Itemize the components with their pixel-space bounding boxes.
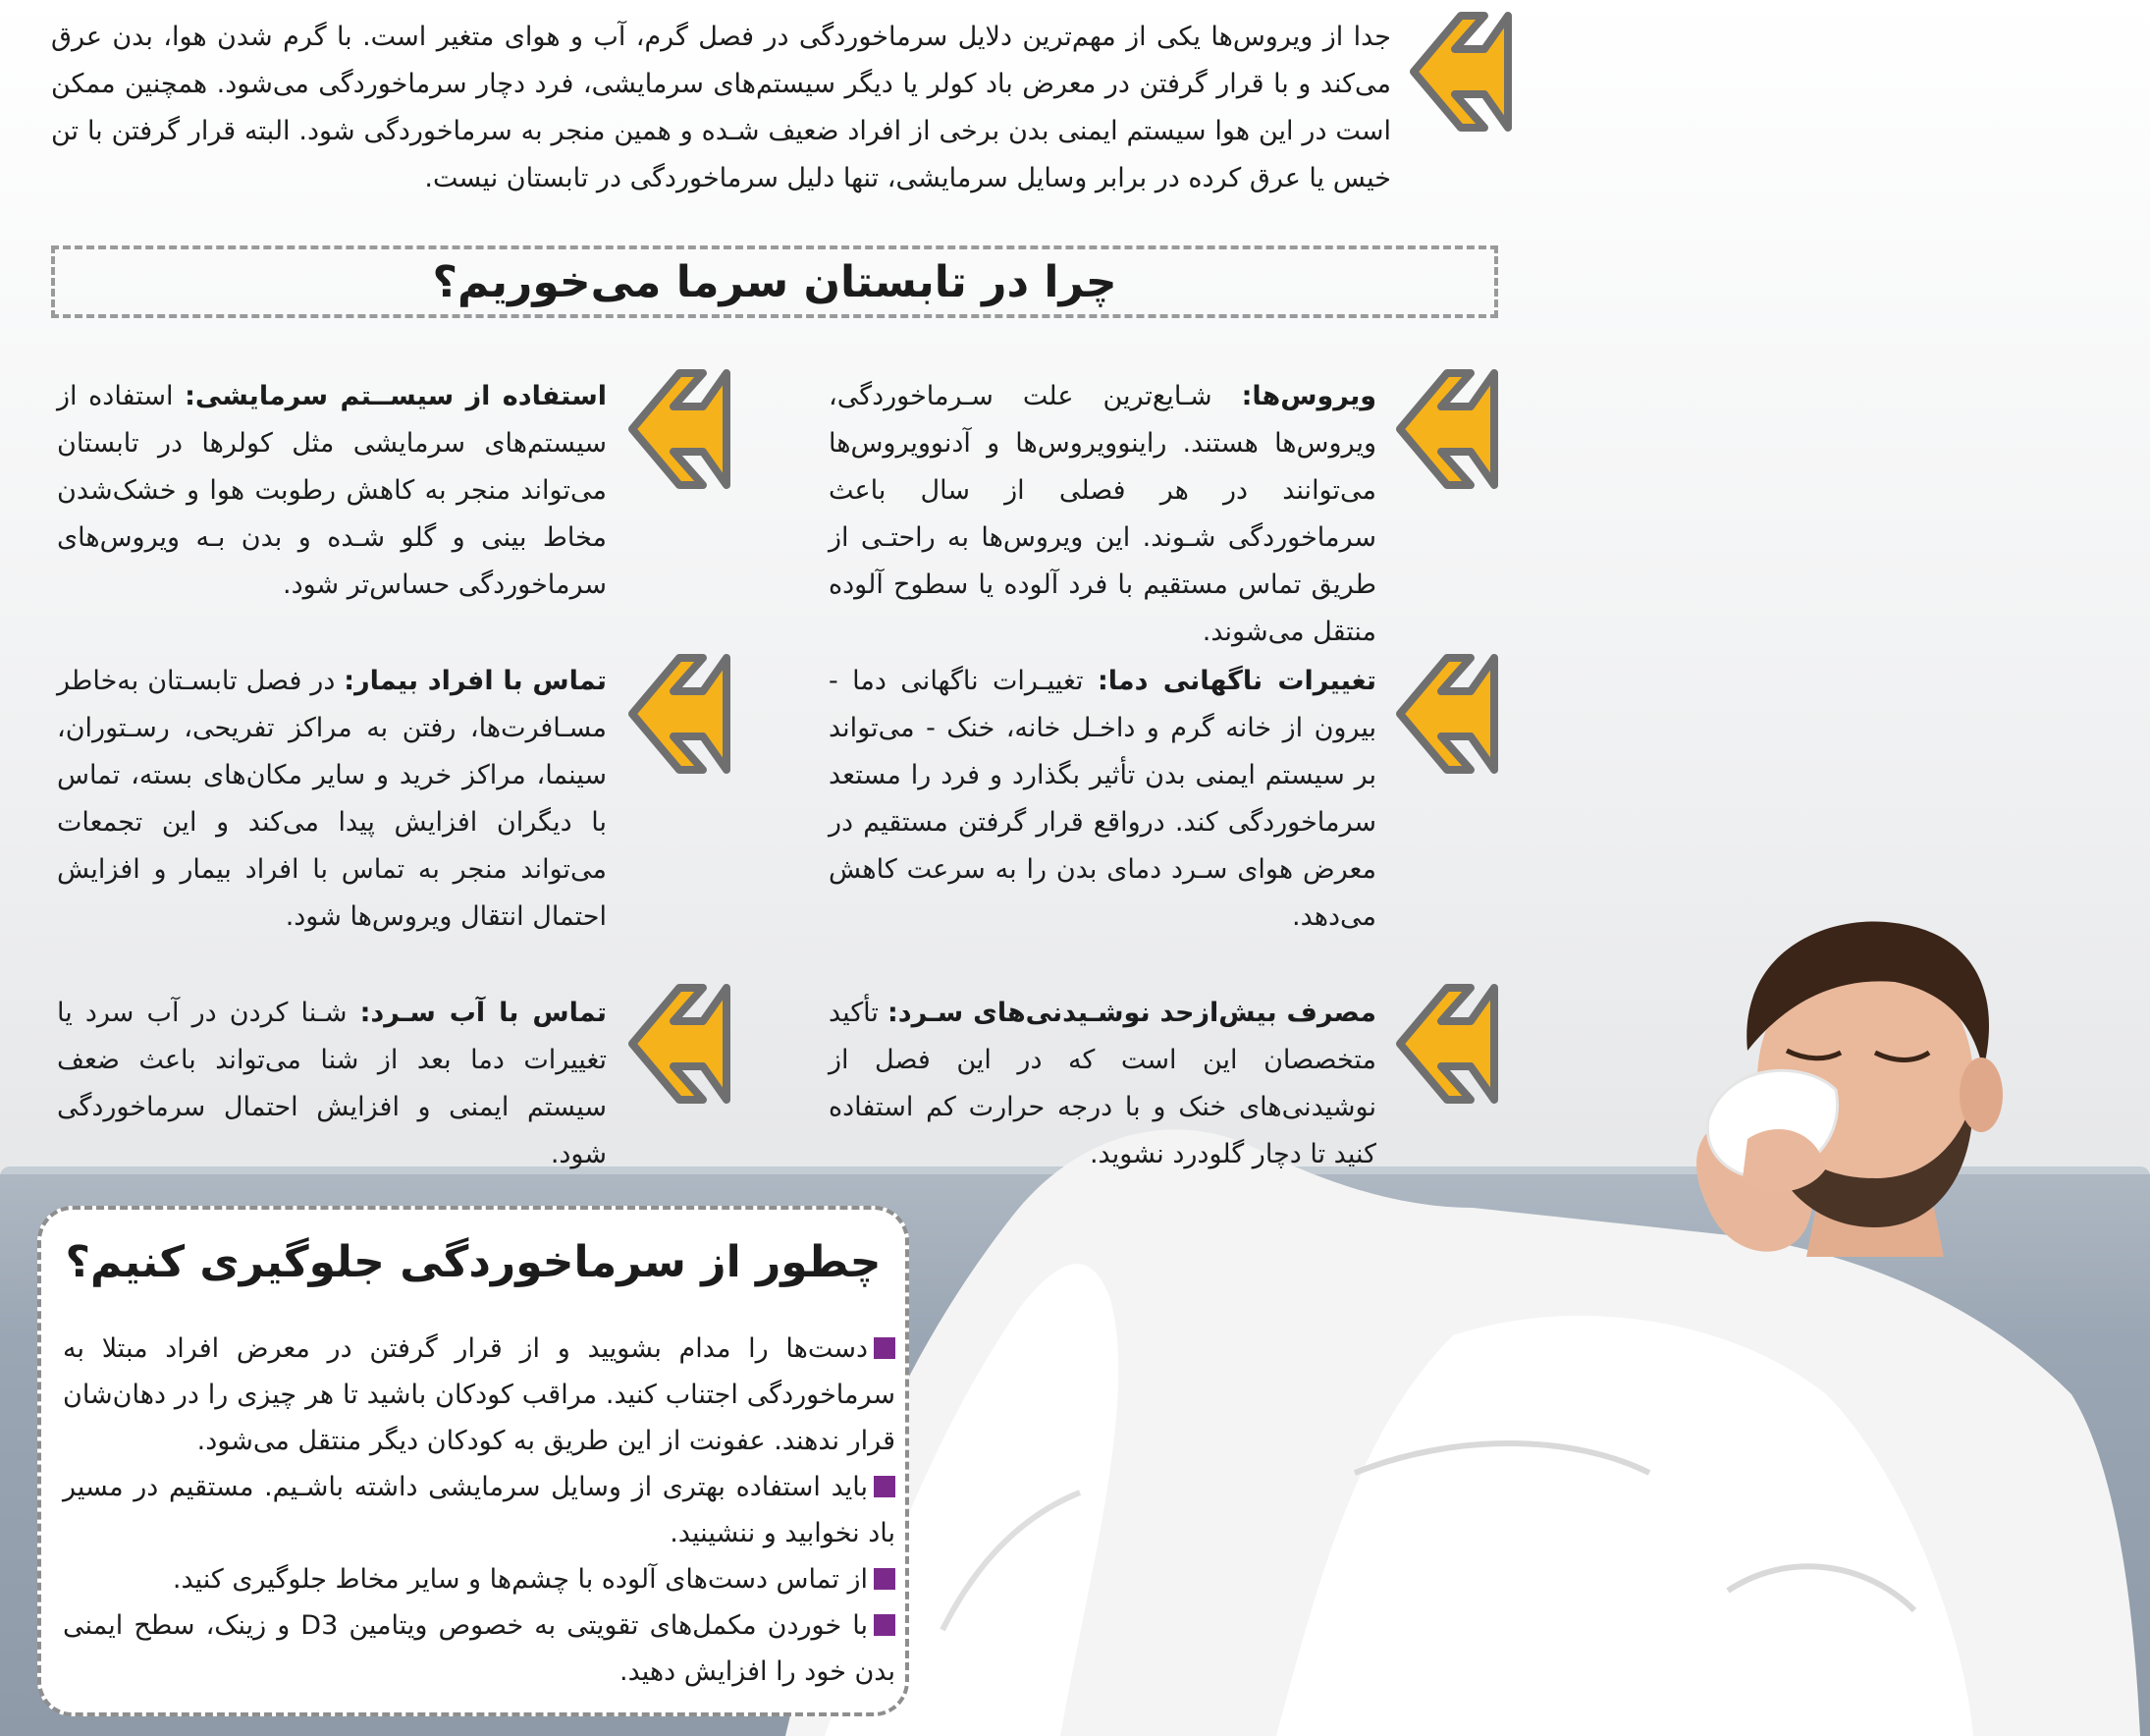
reason-cold-water bbox=[57, 990, 607, 1178]
reason-text: استفاده از سیستم‌های سرمایشی مثل کولرها در تابستان می‌تواند منجر به کاهش رطوبت هوا و خشک‌شدن مخاط بینی و گلو شـده و بدن بـه ویروس‌های سرماخوردگی حساس‌تر شود. bbox=[57, 381, 607, 600]
prevention-tip bbox=[63, 1326, 895, 1464]
reason-heading: تماس با افراد بیمار: bbox=[344, 666, 607, 696]
reason-viruses bbox=[829, 373, 1376, 656]
square-bullet-icon bbox=[874, 1476, 895, 1497]
prevention-box bbox=[37, 1206, 909, 1716]
prevention-tip bbox=[63, 1556, 895, 1602]
reason-cooling-systems bbox=[57, 373, 607, 609]
reason-cold-drinks bbox=[829, 990, 1376, 1178]
section-title: چرا در تابستان سرما می‌خوریم؟ bbox=[432, 256, 1117, 307]
double-chevron-left-icon bbox=[1392, 982, 1502, 1106]
reason-heading: ویروس‌ها: bbox=[1241, 381, 1376, 411]
reason-contact-with-sick bbox=[57, 658, 607, 941]
reason-text: شـنا کردن در آب سرد یا تغییرات دما بعد از شنا می‌تواند باعث ضعف سیستم ایمنی و افزایش احتمال سرماخوردگی شود. bbox=[57, 998, 607, 1169]
reason-temperature-change bbox=[829, 658, 1376, 941]
prevention-tip bbox=[63, 1464, 895, 1556]
double-chevron-left-icon bbox=[1392, 652, 1502, 776]
reason-heading: تغییرات ناگهانی دما: bbox=[1098, 666, 1376, 696]
reason-heading: مصرف بیش‌ازحد نوشـیدنی‌های سـرد: bbox=[887, 998, 1376, 1028]
prevention-tip-text: باید استفاده بهتری از وسایل سرمایشی داشته باشـیم. مستقیم در مسیر باد نخوابید و ننشینید. bbox=[63, 1472, 895, 1548]
square-bullet-icon bbox=[874, 1614, 895, 1636]
reason-text: شـایع‌ترین علت سـرماخوردگی، ویروس‌ها هستند. راینوویروس‌ها و آدنوویروس‌ها می‌توانند در هر فصلی از سال باعث سرماخوردگی شـوند. این ویروس‌ها به راحتـی از طریق تماس مستقیم با فرد آلوده یا سطوح آلوده منتقل می‌شوند. bbox=[829, 381, 1376, 647]
prevention-tip-text: از تماس دست‌های آلوده با چشم‌ها و سایر مخاط جلوگیری کنید. bbox=[172, 1564, 868, 1595]
double-chevron-left-icon bbox=[624, 367, 734, 491]
intro-paragraph: جدا از ویروس‌ها یکی از مهم‌ترین دلایل سرماخوردگی در فصل گرم، آب و هوای متغیر است. با گرم شدن هوا، بدن عرق می‌کند و با قرار گرفتن در معرض باد کولر یا دیگر سیستم‌های سرمایشی، فرد دچار سرماخوردگی می‌شود. همچنین ممکن است در این هوا سیستم ایمنی بدن برخی از افراد ضعیف شـده و همین منجر به سرماخوردگی شود. البته قرار گرفتن با تن خیس یا عرق کرده در برابر وسایل سرمایشی، تنها دلیل سرماخوردگی در تابستان نیست. bbox=[51, 22, 1391, 193]
prevention-tip-text: با خوردن مکمل‌های تقویتی به خصوص ویتامین D3 و زینک، سطح ایمنی بدن خود را افزایش دهید. bbox=[63, 1610, 895, 1687]
reason-text: تغییـرات ناگهانی دما - بیرون از خانه گرم و داخـل خانه، خنک - می‌تواند بر سیستم ایمنی بدن تأثیر بگذارد و فرد را مستعد سرماخوردگی کند. درواقع قرار گرفتن مستقیم در معرض هوای سـرد دمای بدن را به سرعت کاهش می‌دهد. bbox=[829, 666, 1376, 932]
square-bullet-icon bbox=[874, 1337, 895, 1359]
prevention-list bbox=[63, 1326, 895, 1695]
double-chevron-left-icon bbox=[624, 652, 734, 776]
double-chevron-left-icon bbox=[624, 982, 734, 1106]
reason-text: تأکید متخصصان این است که در این فصل از نوشیدنی‌های خنک و با درجه حرارت کم استفاده کنید تا دچار گلودرد نشوید. bbox=[829, 998, 1376, 1169]
prevention-tip-text: دست‌ها را مدام بشویید و از قرار گرفتن در معرض افراد مبتلا به سرماخوردگی اجتناب کنید. مراقب کودکان باشید تا هر چیزی را در دهان‌شان قرار ندهند. عفونت از این طریق به کودکان دیگر منتقل می‌شود. bbox=[63, 1333, 895, 1456]
section-title-box bbox=[51, 245, 1498, 318]
double-chevron-left-icon bbox=[1392, 367, 1502, 491]
prevention-tip bbox=[63, 1602, 895, 1695]
reason-heading: استفاده از سیســتم سرمایشی: bbox=[185, 381, 607, 411]
double-chevron-left-icon bbox=[1406, 10, 1516, 134]
prevention-title: چطور از سرماخوردگی جلوگیری کنیم؟ bbox=[65, 1237, 882, 1287]
reason-text: در فصل تابسـتان به‌خاطر مسـافرت‌ها، رفتن به مراکز تفریحی، رسـتوران، سینما، مراکز خرید و سایر مکان‌های بسته، تماس با دیگران افزایش پیدا می‌کند و این تجمعات می‌تواند منجر به تماس با افراد بیمار و افزایش احتمال انتقال ویروس‌ها شود. bbox=[57, 666, 607, 932]
square-bullet-icon bbox=[874, 1568, 895, 1590]
reason-heading: تماس با آب سـرد: bbox=[359, 998, 607, 1028]
